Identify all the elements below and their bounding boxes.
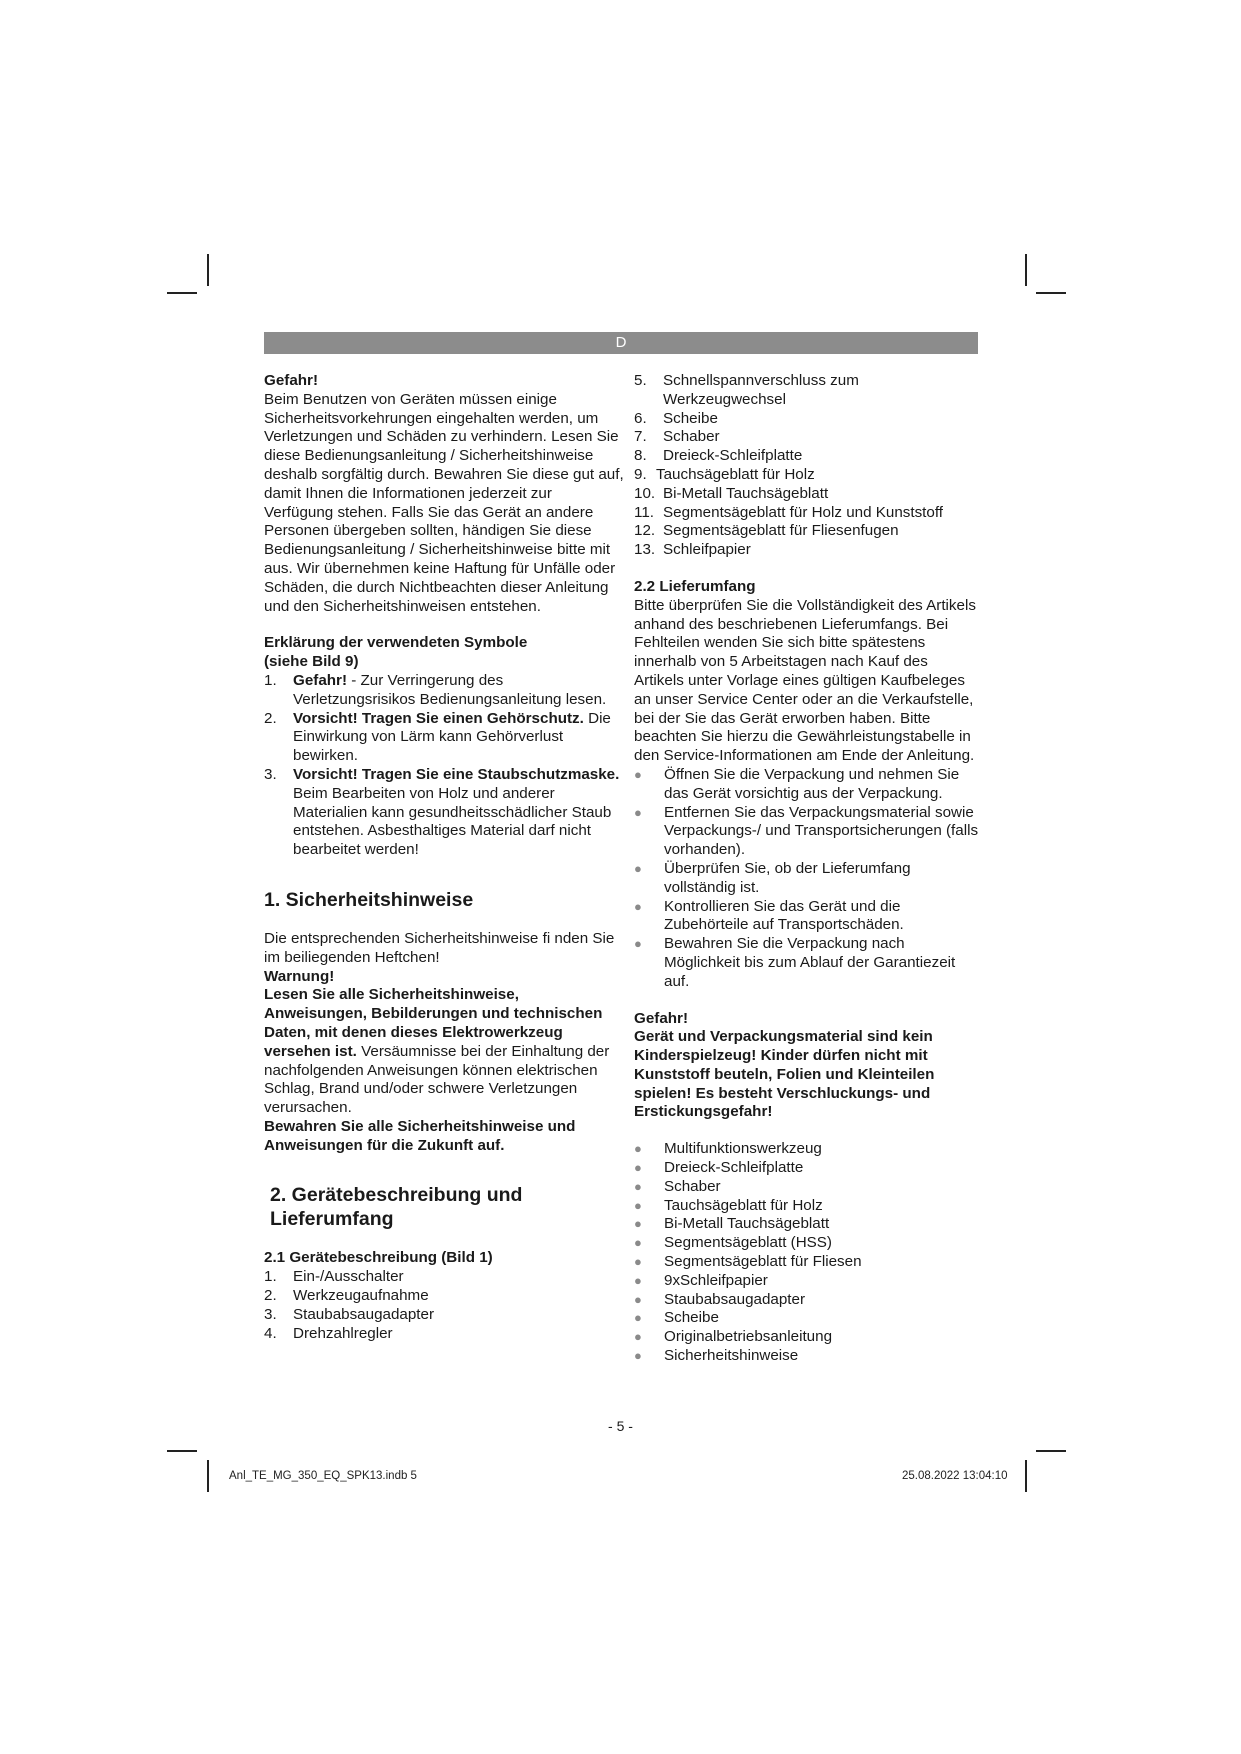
symbol-item: 1. Gefahr! - Zur Verringerung des Verletzungsrisikos Bedienungsanleitung lesen. — [264, 671, 607, 708]
symbols-title: Erklärung der verwendeten Symbole — [264, 634, 528, 652]
list-item: ● Tauchsägeblatt für Holz — [634, 1196, 823, 1214]
list-item: ● Kontrollieren Sie das Gerät und die Zubehörteile auf Transportschäden. — [634, 897, 904, 934]
part-item: 6. Scheibe — [634, 409, 718, 427]
part-item: 12. Segmentsägeblatt für Fliesenfugen — [634, 522, 899, 540]
footer-date: 25.08.2022 13:04:10 — [902, 1470, 1008, 1482]
list-item: ● Staubabsaugadapter — [634, 1290, 806, 1308]
symbol-item: 2. Vorsicht! Tragen Sie einen Gehörschutz. Die Einwirkung von Lärm kann Gehörverlust bewirken. — [264, 709, 611, 765]
list-item: ● Dreieck-Schleifplatte — [634, 1159, 804, 1177]
list-item: ● Segmentsägeblatt für Fliesen — [634, 1253, 862, 1271]
crop-mark — [207, 1460, 209, 1492]
crop-mark — [167, 1450, 197, 1452]
part-item: 3. Staubabsaugadapter — [264, 1305, 435, 1323]
warnung-bold: Lesen Sie alle Sicherheitshinweise, Anweisungen, Bebilderungen und technischen Daten, mit denen dieses Elektrowerkzeug versehen ist. — [264, 986, 603, 1060]
list-item: ● Multifunktionswerkzeug — [634, 1140, 822, 1158]
sub21-title: 2.1 Gerätebeschreibung (Bild 1) — [264, 1249, 493, 1267]
part-item: 1. Ein-/Ausschalter — [264, 1268, 404, 1286]
part-item: 7. Schaber — [634, 428, 720, 446]
section1-intro: Die entsprechenden Sicherheitshinweise fi nden Sie im beiliegenden Heftchen! — [264, 929, 615, 966]
warnung-text: Versäumnisse bei der Einhaltung der nachfolgenden Anweisungen können elektrischen Schlag, Brand und/oder schwere Verletzungen verursachen. — [264, 1042, 610, 1117]
list-item: ● Originalbetriebsanleitung — [634, 1328, 833, 1346]
sub22-text: Bitte überprüfen Sie die Vollständigkeit des Artikels anhand des beschriebenen Lieferumfangs. Bei Fehlteilen wenden Sie sich bitte spätestens innerhalb von 5 Arbeitstagen nach Kauf des Artikels unter Vorlage eines gültigen Kaufbeleges an unser Service Center oder an die Verkaufstelle, bei der Sie das Gerät erworben haben. Bitte beachten Sie hierzu die Gewährleistungstabelle in den Service-Informationen am Ende der Anleitung. — [634, 596, 976, 765]
crop-mark — [1036, 1450, 1066, 1452]
list-item: ● Überprüfen Sie, ob der Lieferumfang vollständig ist. — [634, 859, 911, 896]
list-item: ● Scheibe — [634, 1309, 719, 1327]
left-column — [264, 372, 624, 1343]
page-number: - 5 - — [608, 1418, 633, 1434]
gefahr-text: Beim Benutzen von Geräten müssen einige Sicherheitsvorkehrungen eingehalten werden, um Verletzungen und Schäden zu verhindern. Lesen Sie diese Bedienungsanleitung / Sicherheitshinweise deshalb sorgfältig durch. Bewahren Sie diese gut auf, damit Ihnen die Informationen jederzeit zur Verfügung stehen. Falls Sie das Gerät an andere Personen übergeben sollten, händigen Sie diese Bedienungsanleitung / Sicherheitshinweise bitte mit aus. Wir übernehmen keine Haftung für Unfälle oder Schäden, die durch Nichtbeachten dieser Anleitung und den Sicherheitshinweisen entstehen. — [264, 390, 624, 615]
gefahr-title: Gefahr! — [264, 372, 319, 389]
gefahr2-text: Gerät und Verpackungsmaterial sind kein Kinderspielzeug! Kinder dürfen nicht mit Kunststoff beuteln, Folien und Kleinteilen spielen! Es besteht Verschluckungs- und Erstickungsgefahr! — [634, 1028, 935, 1121]
section2-title: 2. Gerätebeschreibung und Lieferumfang — [270, 1184, 523, 1231]
list-item: ● Öffnen Sie die Verpackung und nehmen Sie das Gerät vorsichtig aus der Verpackung. — [634, 765, 960, 802]
part-item: 9. Tauchsägeblatt für Holz — [634, 465, 815, 483]
list-item: ● 9xSchleifpapier — [634, 1271, 768, 1289]
sub22-title: 2.2 Lieferumfang — [634, 577, 756, 595]
list-item: ● Bi-Metall Tauchsägeblatt — [634, 1215, 830, 1233]
section1-title: 1. Sicherheitshinweise — [264, 888, 474, 911]
part-item: 4. Drehzahlregler — [264, 1324, 393, 1342]
list-item: ● Sicherheitshinweise — [634, 1347, 799, 1365]
crop-mark — [207, 254, 209, 286]
warnung-footer: Bewahren Sie alle Sicherheitshinweise und Anweisungen für die Zukunft auf. — [264, 1117, 576, 1154]
symbols-subtitle: (siehe Bild 9) — [264, 653, 359, 671]
part-item: 8. Dreieck-Schleifplatte — [634, 447, 803, 465]
list-item: ● Bewahren Sie die Verpackung nach Möglichkeit bis zum Ablauf der Garantiezeit auf. — [634, 935, 956, 990]
footer-file: Anl_TE_MG_350_EQ_SPK13.indb 5 — [229, 1470, 417, 1482]
crop-mark — [1036, 292, 1066, 294]
part-item: 11. Segmentsägeblatt für Holz und Kunststoff — [634, 503, 944, 521]
crop-mark — [167, 292, 197, 294]
warnung-title: Warnung! — [264, 967, 335, 985]
part-item: 5. Schnellspannverschluss zum Werkzeugwechsel — [634, 372, 859, 408]
symbol-item: 3. Vorsicht! Tragen Sie eine Staubschutzmaske. Beim Bearbeiten von Holz und anderer Materialien kann gesundheitsschädlicher Staub entstehen. Asbesthaltiges Material darf nicht bearbeitet werden! — [264, 765, 620, 859]
crop-mark — [1025, 254, 1027, 286]
gefahr2-title: Gefahr! — [634, 1009, 689, 1027]
crop-mark — [1025, 1460, 1027, 1492]
part-item: 2. Werkzeugaufnahme — [264, 1287, 429, 1305]
part-item: 13. Schleifpapier — [634, 541, 751, 559]
list-item: ● Segmentsägeblatt (HSS) — [634, 1234, 832, 1252]
language-tab: D — [264, 332, 978, 354]
list-item: ● Entfernen Sie das Verpackungsmaterial sowie Verpackungs-/ und Transportsicherungen (falls vorhanden). — [634, 803, 979, 859]
right-column — [634, 372, 979, 1366]
part-item: 10. Bi-Metall Tauchsägeblatt — [634, 484, 829, 502]
list-item: ● Schaber — [634, 1177, 721, 1195]
